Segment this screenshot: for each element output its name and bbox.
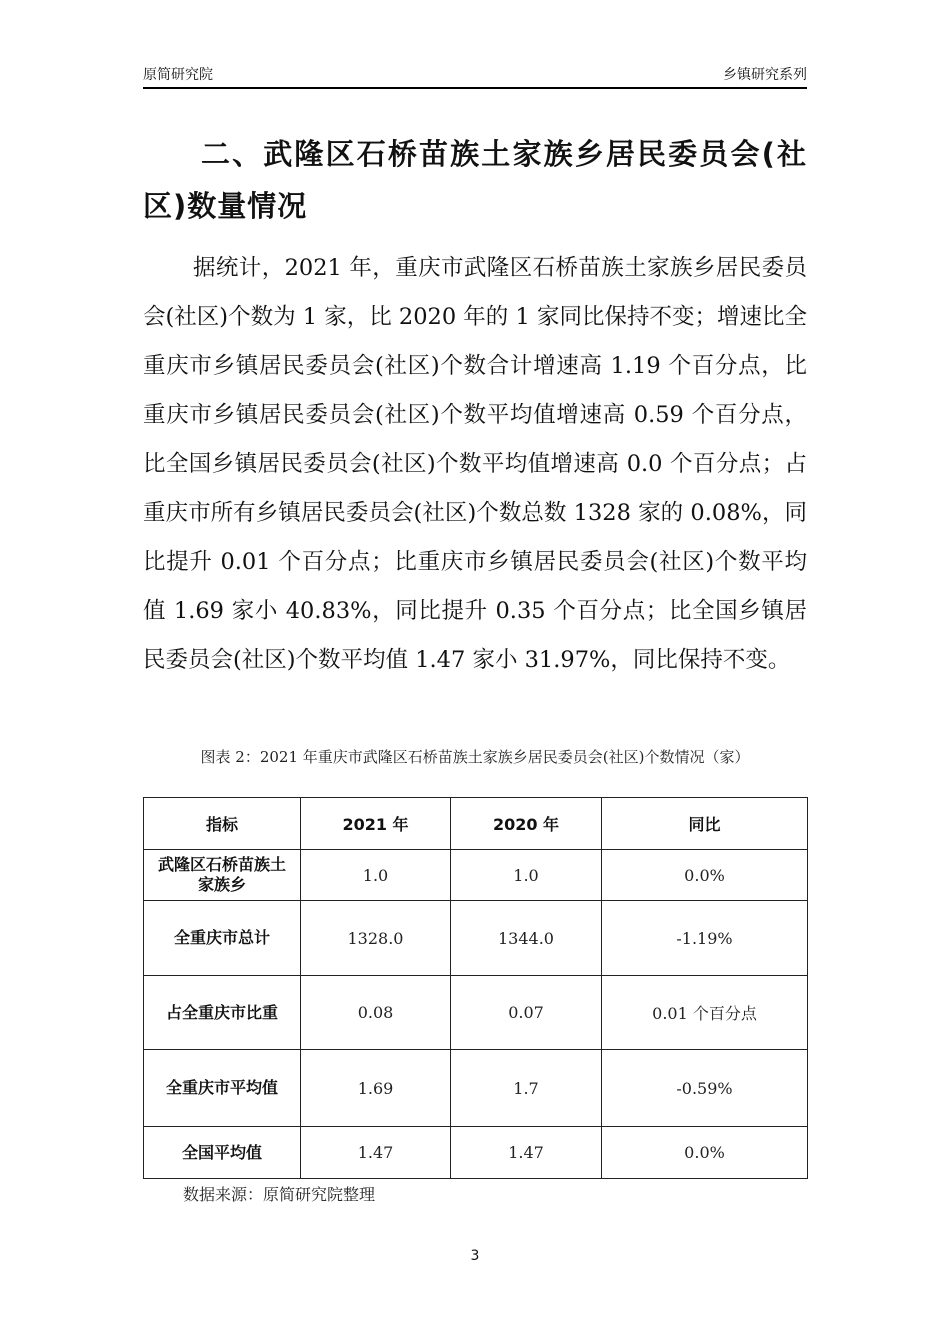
cell-yoy: 0.0% <box>602 1127 808 1179</box>
cell-2021: 1.0 <box>301 850 451 901</box>
cell-2020: 1344.0 <box>451 901 602 976</box>
row-label-text: 武隆区石桥苗族土家族乡 <box>157 855 286 894</box>
row-label <box>144 850 301 901</box>
cell-2020: 1.47 <box>451 1127 602 1179</box>
section-heading: 二、武隆区石桥苗族土家族乡居民委员会(社区)数量情况 <box>143 137 807 223</box>
cell-yoy: -0.59% <box>602 1050 808 1127</box>
body-paragraph: 据统计，2021 年，重庆市武隆区石桥苗族土家族乡居民委员会(社区)个数为 1 家，比 2020 年的 1 家同比保持不变；增速比全重庆市乡镇居民委员会(社区)个数合计增速高 1.19 个百分点，比重庆市乡镇居民委员会(社区)个数平均值增速高 0.59 个百分点，比全国乡镇居民委员会(社区)个数平均值增速高 0.0 个百分点；占重庆市所有乡镇居民委员会(社区)个数总数 1328 家的 0.08%，同比提升 0.01 个百分点；比重庆市乡镇居民委员会(社区)个数平均值 1.69 家小 40.83%，同比提升 0.35 个百分点；比全国乡镇居民委员会(社区)个数平均值 1.47 家小 31.97%，同比保持不变。 <box>143 255 807 673</box>
row-label: 全国平均值 <box>144 1127 301 1179</box>
page-header <box>143 64 807 84</box>
column-header-2020: 2020 年 <box>451 798 602 850</box>
table-row <box>144 1050 808 1127</box>
cell-yoy: -1.19% <box>602 901 808 976</box>
table-row <box>144 976 808 1050</box>
row-label: 全重庆市总计 <box>144 901 301 976</box>
column-header-indicator: 指标 <box>144 798 301 850</box>
header-series: 乡镇研究系列 <box>723 67 807 83</box>
table-caption: 图表 2：2021 年重庆市武隆区石桥苗族土家族乡居民委员会(社区)个数情况（家） <box>200 748 750 766</box>
table-row <box>144 1127 808 1179</box>
table-row <box>144 901 808 976</box>
header-org: 原简研究院 <box>143 67 213 83</box>
data-source-note: 数据来源：原简研究院整理 <box>183 1185 376 1204</box>
cell-2020: 1.0 <box>451 850 602 901</box>
table-header-row <box>144 798 808 850</box>
column-header-2021: 2021 年 <box>301 798 451 850</box>
cell-2020: 1.7 <box>451 1050 602 1127</box>
cell-2020: 0.07 <box>451 976 602 1050</box>
cell-2021: 1.47 <box>301 1127 451 1179</box>
column-header-yoy: 同比 <box>602 798 808 850</box>
cell-yoy: 0.01 个百分点 <box>602 976 808 1050</box>
row-label: 全重庆市平均值 <box>144 1050 301 1127</box>
cell-2021: 0.08 <box>301 976 451 1050</box>
header-divider <box>143 87 807 89</box>
data-table <box>143 797 808 1179</box>
cell-yoy: 0.0% <box>602 850 808 901</box>
cell-2021: 1.69 <box>301 1050 451 1127</box>
page-number: 3 <box>470 1248 480 1264</box>
table-row <box>144 850 808 901</box>
cell-2021: 1328.0 <box>301 901 451 976</box>
row-label: 占全重庆市比重 <box>144 976 301 1050</box>
